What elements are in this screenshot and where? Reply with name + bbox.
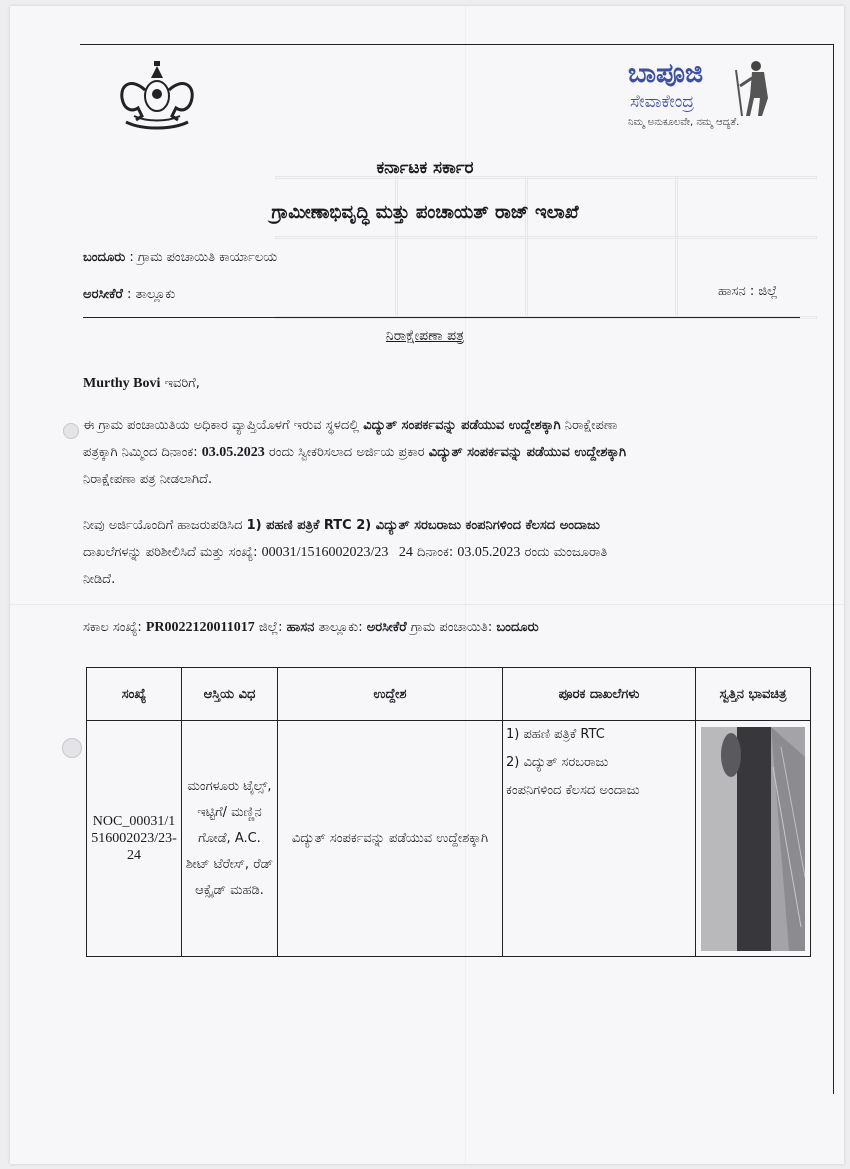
approval-date: 03.05.2023	[457, 545, 521, 560]
col-header-photo: ಸ್ವತ್ತಿನ ಭಾವಚಿತ್ರ	[696, 668, 811, 721]
col-header-purpose: ಉದ್ದೇಶ	[278, 668, 503, 721]
para1-text: ರಂದು ಸ್ವೀಕರಿಸಲಾದ ಅರ್ಜಿಯ ಪ್ರಕಾರ	[264, 445, 429, 460]
panchayat-line	[83, 250, 277, 265]
panchayat-name: ಬಂದೂರು	[83, 250, 126, 265]
bapuji-seva-kendra-logo	[628, 58, 778, 134]
para1-text: ಪತ್ರಕ್ಕಾಗಿ ನಿಮ್ಮಿಂದ ದಿನಾಂಕ:	[83, 445, 202, 460]
document-item: 1) ಪಹಣಿ ಪತ್ರಿಕೆ RTC	[506, 727, 605, 742]
district-value: ಹಾಸನ	[286, 620, 315, 635]
logo-title: ಬಾಪೂಜಿ	[628, 58, 704, 89]
col-header-property-type: ಆಸ್ತಿಯ ವಿಧ	[182, 668, 278, 721]
district-label: ಜಿಲ್ಲೆ:	[254, 620, 287, 635]
table-row	[87, 721, 811, 957]
fold-crease	[10, 604, 844, 605]
sakala-label: ಸಕಾಲ ಸಂಖ್ಯೆ:	[83, 620, 146, 635]
para2-text: ನೀಡಿದೆ.	[83, 572, 116, 587]
header-divider	[83, 317, 800, 318]
logo-tagline: ನಿಮ್ಮ ಅನುಕೂಲವೇ, ನಮ್ಮ ಆದ್ಯತೆ.	[628, 117, 740, 128]
property-type: ಮಂಗಳೂರು ಟೈಲ್ಸ್, ಇಟ್ಟಿಗೆ/ ಮಣ್ಣಿನ ಗೋಡೆ, A.C. ಶೀಟ್ ಟೆರೇಸ್, ರೆಡ್ ಆಕ್ಸೈಡ್ ಮಹಡಿ.	[182, 721, 278, 957]
karnataka-emblem-icon	[112, 60, 202, 130]
noc-number: NOC_00031/1516002023/23-24	[87, 721, 182, 957]
sakala-number: PR0022120011017	[145, 620, 255, 635]
gp-value: ಬಂದೂರು	[496, 620, 539, 635]
property-photo-cell	[696, 721, 811, 957]
reference-line	[83, 620, 539, 636]
para2-text: ರಂದು ಮಂಜೂರಾತಿ	[520, 545, 608, 560]
table-header-row	[87, 668, 811, 721]
para2-text: ದಿನಾಂಕ:	[412, 545, 458, 560]
para2-text: ದಾಖಲೆಗಳನ್ನು ಪರಿಶೀಲಿಸಿದೆ ಮತ್ತು ಸಂಖ್ಯೆ:	[83, 545, 262, 560]
para1-purpose: ವಿದ್ಯುತ್ ಸಂಪರ್ಕವನ್ನು ಪಡೆಯುವ ಉದ್ದೇಶಕ್ಕಾಗಿ	[363, 418, 561, 433]
paragraph-1	[83, 412, 626, 493]
paragraph-2	[83, 512, 607, 593]
logo-subtitle: ಸೇವಾಕೇಂದ್ರ	[630, 92, 695, 112]
taluk-suffix: : ತಾಲ್ಲೂಕು	[122, 287, 176, 302]
document-item: ಕಂಪನಿಗಳಿಂದ ಕೆಲಸದ ಅಂದಾಜು	[506, 783, 640, 798]
addressee-line	[83, 376, 200, 392]
para2-text: ನೀವು ಅರ್ಜಿಯೊಂದಿಗೆ ಹಾಜರುಪಡಿಸಿದ	[83, 518, 247, 533]
noc-details-table	[86, 667, 811, 957]
col-header-number: ಸಂಖ್ಯೆ	[87, 668, 182, 721]
taluk-name: ಅರಸೀಕೆರೆ	[83, 287, 123, 302]
panchayat-suffix: : ಗ್ರಾಮ ಪಂಚಾಯಿತಿ ಕಾರ್ಯಾಲಯ	[125, 250, 278, 265]
taluk-line	[83, 287, 175, 302]
gandhi-walking-icon	[728, 58, 778, 118]
department-title: ಗ್ರಾಮೀಣಾಭಿವೃದ್ಧಿ ಮತ್ತು ಪಂಚಾಯತ್ ರಾಜ್ ಇಲಾಖೆ	[271, 202, 579, 223]
purpose: ವಿದ್ಯುತ್ ಸಂಪರ್ಕವನ್ನು ಪಡೆಯುವ ಉದ್ದೇಶಕ್ಕಾಗಿ	[278, 721, 503, 957]
supporting-documents	[503, 721, 696, 957]
gp-label: ಗ್ರಾಮ ಪಂಚಾಯಿತಿ:	[406, 620, 497, 635]
para1-text: ನಿರಾಕ್ಷೇಪಣಾ ಪತ್ರ ನೀಡಲಾಗಿದೆ.	[83, 472, 213, 487]
application-date: 03.05.2023	[201, 445, 265, 460]
punch-hole	[63, 423, 79, 439]
district-line: ಹಾಸನ : ಜಿಲ್ಲೆ	[718, 284, 778, 299]
para1-purpose: ವಿದ್ಯುತ್ ಸಂಪರ್ಕವನ್ನು ಪಡೆಯುವ ಉದ್ದೇಶಕ್ಕಾಗಿ	[428, 445, 627, 460]
taluk-value: ಅರಸೀಕೆರೆ	[366, 620, 407, 635]
addressee-name: Murthy Bovi	[83, 376, 161, 391]
para1-text: ಈ ಗ್ರಾಮ ಪಂಚಾಯಿತಿಯ ಅಧಿಕಾರ ವ್ಯಾಪ್ತಿಯೊಳಗೆ ಇರುವ ಸ್ಥಳದಲ್ಲಿ	[83, 418, 364, 433]
page-border-top	[80, 44, 833, 45]
col-header-documents: ಪೂರಕ ದಾಖಲೆಗಳು	[503, 668, 696, 721]
approval-number: 00031/1516002023/23 24	[261, 545, 413, 560]
government-title: ಕರ್ನಾಟಕ ಸರ್ಕಾರ	[376, 158, 474, 178]
property-photo	[701, 727, 805, 951]
submitted-documents: 1) ಪಹಣಿ ಪತ್ರಿಕೆ RTC 2) ವಿದ್ಯುತ್ ಸರಬರಾಜು ಕಂಪನಿಗಳಿಂದ ಕೆಲಸದ ಅಂದಾಜು	[246, 518, 600, 533]
addressee-suffix: ಇವರಿಗೆ,	[160, 376, 200, 391]
subject-line	[0, 328, 850, 344]
taluk-label: ತಾಲ್ಲೂಕು:	[314, 620, 367, 635]
document-item: 2) ವಿದ್ಯುತ್ ಸರಬರಾಜು	[506, 755, 609, 770]
punch-hole	[62, 738, 82, 758]
subject-text: ನಿರಾಕ್ಷೇಪಣಾ ಪತ್ರ	[385, 328, 465, 344]
para1-text: ನಿರಾಕ್ಷೇಪಣಾ	[560, 418, 618, 433]
